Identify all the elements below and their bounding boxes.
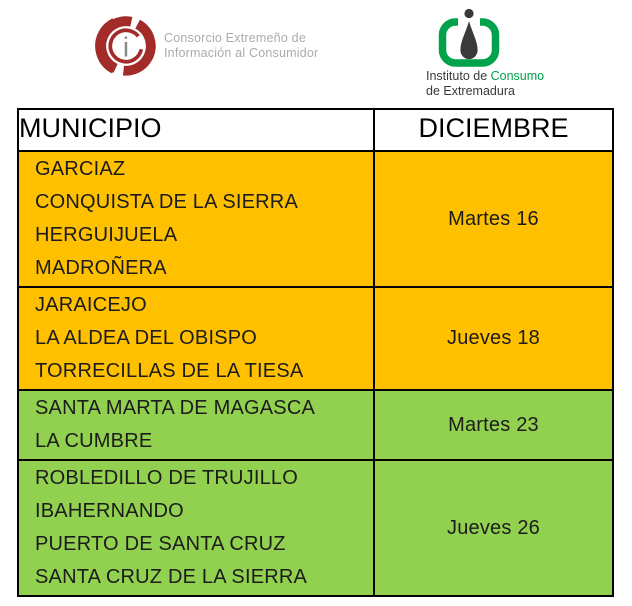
municipality-label: SANTA MARTA DE MAGASCA: [35, 397, 316, 419]
municipality-label: HERGUIJUELA: [35, 224, 178, 246]
instituto-logo: [426, 6, 576, 98]
consorcio-i-letter: i: [122, 31, 130, 63]
municipality-label: SANTA CRUZ DE LA SIERRA: [35, 566, 308, 588]
date-cell: Martes 16: [374, 151, 613, 287]
consorcio-rings-icon: [94, 14, 158, 78]
instituto-drop-icon: [438, 6, 500, 68]
municipality-label: MADROÑERA: [35, 257, 167, 279]
municipality-label: LA CUMBRE: [35, 430, 153, 452]
header-row: [18, 109, 613, 151]
date-cell: Martes 23: [374, 390, 613, 460]
schedule-row: [18, 460, 613, 596]
municipalities-cell: [18, 287, 374, 390]
schedule-row: [18, 287, 613, 390]
municipality-label: CONQUISTA DE LA SIERRA: [35, 191, 298, 213]
date-cell: Jueves 26: [374, 460, 613, 596]
municipality-label: IBAHERNANDO: [35, 500, 184, 522]
column-header-diciembre: DICIEMBRE: [374, 109, 613, 151]
instituto-text-consumo: Consumo: [490, 69, 545, 83]
municipality-label: TORRECILLAS DE LA TIESA: [35, 360, 304, 382]
schedule-row: [18, 390, 613, 460]
instituto-text-line2: de Extremadura: [426, 83, 515, 98]
municipality-label: GARCIAZ: [35, 158, 126, 180]
municipalities-cell: [18, 390, 374, 460]
schedule-row: [18, 151, 613, 287]
instituto-logo-text: [426, 69, 576, 98]
municipalities-cell: [18, 151, 374, 287]
consorcio-text-line2: Información al Consumidor: [164, 46, 319, 60]
consorcio-logo: [94, 14, 318, 78]
consorcio-logo-text: [164, 31, 318, 61]
instituto-text-prefix: Instituto de: [426, 69, 491, 83]
schedule-table: [17, 108, 614, 597]
consorcio-text-line1: Consorcio Extremeño de: [164, 31, 306, 45]
instituto-text-line1: [426, 69, 576, 84]
column-header-municipio: MUNICIPIO: [18, 109, 374, 151]
instituto-icon-wrap: [438, 6, 576, 68]
municipality-label: ROBLEDILLO DE TRUJILLO: [35, 467, 299, 489]
municipality-label: JARAICEJO: [35, 294, 147, 316]
municipalities-cell: [18, 460, 374, 596]
municipality-label: LA ALDEA DEL OBISPO: [35, 327, 258, 349]
municipality-label: PUERTO DE SANTA CRUZ: [35, 533, 286, 555]
date-cell: Jueves 18: [374, 287, 613, 390]
